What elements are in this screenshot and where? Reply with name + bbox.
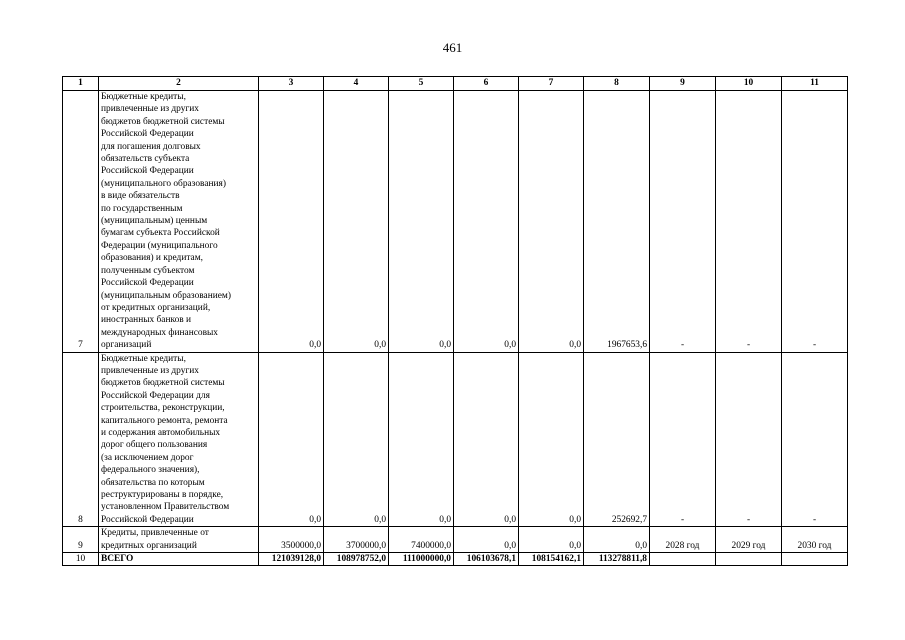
row-name-line: Российской Федерации (101, 514, 194, 525)
page-number: 461 (442, 40, 463, 55)
row-name-line: международных финансовых (101, 327, 218, 338)
table-row (63, 527, 848, 553)
row-value: 0,0 (519, 352, 584, 527)
row-name-line: для погашения долговых (101, 141, 201, 152)
row-name-line: иностранных банков и (101, 315, 192, 326)
total-number: 10 (63, 553, 99, 566)
row-value: 2030 год (782, 527, 848, 553)
row-name-line: образования) и кредитам, (101, 253, 203, 264)
header-cell-2: 2 (99, 77, 259, 91)
row-value: 0,0 (389, 352, 454, 527)
row-name (99, 91, 259, 353)
row-name-line: бумагам субъекта Российской (101, 228, 220, 239)
row-name-line: Российской Федерации для (101, 390, 210, 401)
row-number: 8 (63, 352, 99, 527)
row-value: - (650, 91, 716, 353)
total-value: 108978752,0 (324, 553, 389, 566)
row-value: 0,0 (389, 91, 454, 353)
row-name-line: (муниципальным) ценным (101, 216, 208, 227)
total-value: 113278811,8 (584, 553, 650, 566)
row-name-line: Российской Федерации (101, 166, 194, 177)
total-value: 108154162,1 (519, 553, 584, 566)
row-name-line: реструктурированы в порядке, (101, 490, 224, 500)
row-value: 252692,7 (584, 352, 650, 527)
row-value: 0,0 (584, 527, 650, 553)
row-name-line: привлеченные из других (101, 104, 199, 115)
row-name-line: (за исключением дорог (101, 452, 194, 463)
row-value: - (782, 352, 848, 527)
total-value: 111000000,0 (389, 553, 454, 566)
header-cell-9: 9 (650, 77, 716, 91)
table-body (63, 91, 848, 566)
row-name-line: кредитных организаций (101, 540, 197, 551)
row-name-line: бюджетов бюджетной системы (101, 116, 225, 127)
row-value: - (782, 91, 848, 353)
table-row (63, 352, 848, 527)
row-value: - (650, 352, 716, 527)
row-name-line: (муниципальным образованием) (101, 290, 231, 301)
row-name-line: полученным субъектом (101, 265, 195, 276)
row-value: 2028 год (650, 527, 716, 553)
row-name-line: федерального значения), (101, 465, 200, 476)
header-cell-7: 7 (519, 77, 584, 91)
row-value: 0,0 (454, 527, 519, 553)
row-name-line: Бюджетные кредиты, (101, 92, 186, 102)
total-value (650, 553, 716, 566)
row-name-line: капитального ремонта, ремонта (101, 415, 228, 426)
row-value: 0,0 (259, 352, 324, 527)
row-value: 0,0 (519, 91, 584, 353)
header-cell-6: 6 (454, 77, 519, 91)
header-cell-10: 10 (716, 77, 782, 91)
row-name-line: и содержания автомобильных (101, 427, 221, 438)
row-name-line: Российской Федерации (101, 129, 194, 140)
header-cell-4: 4 (324, 77, 389, 91)
row-value: 0,0 (259, 91, 324, 353)
row-name-line: строительства, реконструкции, (101, 403, 225, 414)
row-name-line: Федерации (муниципального (101, 240, 218, 251)
row-value: - (716, 352, 782, 527)
row-value: 3500000,0 (259, 527, 324, 553)
row-name-line: по государственным (101, 203, 183, 214)
row-name-line: привлеченные из других (101, 365, 199, 376)
header-row (63, 77, 848, 91)
row-name-line: бюджетов бюджетной системы (101, 378, 225, 389)
row-number: 7 (63, 91, 99, 353)
row-name-line: Бюджетные кредиты, (101, 353, 186, 364)
row-value: 1967653,6 (584, 91, 650, 353)
row-value: 3700000,0 (324, 527, 389, 553)
header-cell-8: 8 (584, 77, 650, 91)
row-name-line: в виде обязательств (101, 191, 180, 202)
row-name-line: Кредиты, привлеченные от (101, 528, 209, 539)
total-value: 106103678,1 (454, 553, 519, 566)
row-name (99, 527, 259, 553)
header-cell-1: 1 (63, 77, 99, 91)
total-value: 121039128,0 (259, 553, 324, 566)
total-value (782, 553, 848, 566)
total-value (716, 553, 782, 566)
row-name-line: Российской Федерации (101, 278, 194, 289)
row-name (99, 352, 259, 527)
row-name-line: организаций (101, 340, 152, 351)
row-value: 7400000,0 (389, 527, 454, 553)
row-name-line: установленном Правительством (101, 502, 230, 513)
header-cell-11: 11 (782, 77, 848, 91)
row-name-line: дорог общего пользования (101, 440, 208, 451)
row-value: 2029 год (716, 527, 782, 553)
row-value: 0,0 (324, 352, 389, 527)
row-value: 0,0 (519, 527, 584, 553)
row-name-line: (муниципального образования) (101, 178, 226, 189)
row-name-line: обязательств субъекта (101, 154, 190, 165)
debt-table (62, 76, 848, 566)
row-value: 0,0 (454, 352, 519, 527)
row-value: 0,0 (454, 91, 519, 353)
row-number: 9 (63, 527, 99, 553)
header-cell-3: 3 (259, 77, 324, 91)
row-name-line: от кредитных организаций, (101, 302, 211, 313)
row-value: 0,0 (324, 91, 389, 353)
table-row (63, 91, 848, 353)
total-row (63, 553, 848, 566)
total-label: ВСЕГО (99, 553, 259, 566)
row-name-line: обязательства по которым (101, 477, 205, 488)
header-cell-5: 5 (389, 77, 454, 91)
row-value: - (716, 91, 782, 353)
